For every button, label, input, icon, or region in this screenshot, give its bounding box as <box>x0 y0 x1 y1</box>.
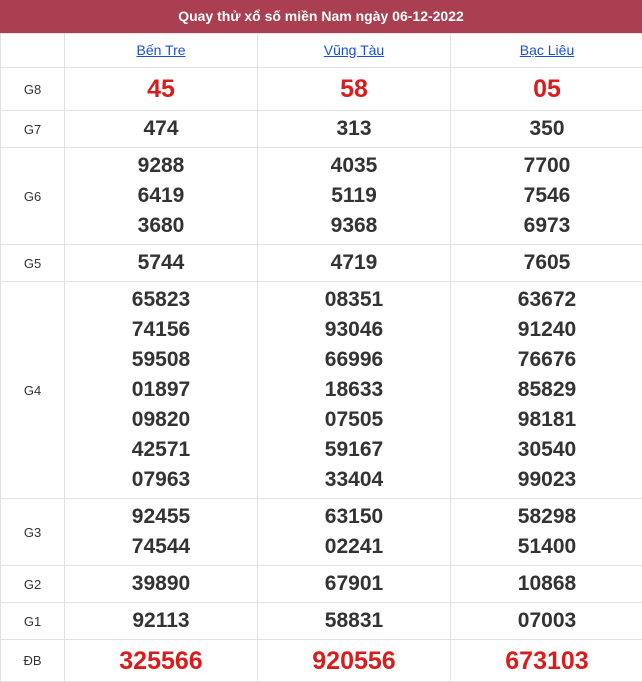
prize-number: 51400 <box>451 532 642 562</box>
prize-row-g4 <box>1 282 642 499</box>
prize-number: 93046 <box>258 315 450 345</box>
prize-row-g6 <box>1 148 642 245</box>
prize-number: 02241 <box>258 532 450 562</box>
page-title: Quay thử xổ số miền Nam ngày 06-12-2022 <box>0 0 642 33</box>
prize-number: 59508 <box>65 345 257 375</box>
province-link-bac-lieu[interactable]: Bạc Liêu <box>520 42 574 58</box>
prize-number: 92455 <box>65 502 257 532</box>
prize-number: 313 <box>258 114 450 144</box>
prize-number: 5744 <box>65 248 257 278</box>
province-link-ben-tre[interactable]: Bến Tre <box>136 42 185 58</box>
prize-number: 09820 <box>65 405 257 435</box>
prize-number: 59167 <box>258 435 450 465</box>
prize-cell <box>451 282 642 499</box>
province-header-ben-tre <box>65 34 258 68</box>
prize-number: 92113 <box>65 606 257 636</box>
prize-cell <box>451 68 642 111</box>
prize-number: 76676 <box>451 345 642 375</box>
prize-label: G5 <box>1 245 65 282</box>
prize-number: 9288 <box>65 151 257 181</box>
prize-number: 7546 <box>451 181 642 211</box>
prize-number: 4035 <box>258 151 450 181</box>
prize-cell <box>451 603 642 640</box>
prize-number: 30540 <box>451 435 642 465</box>
prize-cell <box>451 499 642 566</box>
prize-number: 474 <box>65 114 257 144</box>
prize-number: 74544 <box>65 532 257 562</box>
prize-number: 85829 <box>451 375 642 405</box>
prize-number: 4719 <box>258 248 450 278</box>
prize-row-đb <box>1 640 642 682</box>
prize-label: G4 <box>1 282 65 499</box>
prize-number: 63150 <box>258 502 450 532</box>
prize-cell <box>65 245 258 282</box>
prize-cell <box>258 148 451 245</box>
prize-number: 33404 <box>258 465 450 495</box>
prize-number: 05 <box>451 71 642 107</box>
prize-number: 45 <box>65 71 257 107</box>
prize-row-g3 <box>1 499 642 566</box>
prize-cell <box>451 245 642 282</box>
prize-label: G7 <box>1 111 65 148</box>
prize-number: 7700 <box>451 151 642 181</box>
prize-cell <box>258 111 451 148</box>
prize-number: 07505 <box>258 405 450 435</box>
prize-number: 98181 <box>451 405 642 435</box>
prize-cell <box>451 111 642 148</box>
prize-number: 18633 <box>258 375 450 405</box>
prize-cell <box>451 566 642 603</box>
prize-number: 673103 <box>451 643 642 679</box>
prize-number: 58298 <box>451 502 642 532</box>
prize-number: 63672 <box>451 285 642 315</box>
prize-number: 07963 <box>65 465 257 495</box>
province-link-vung-tau[interactable]: Vũng Tàu <box>324 42 384 58</box>
prize-cell <box>258 499 451 566</box>
province-header-vung-tau <box>258 34 451 68</box>
prize-cell <box>65 499 258 566</box>
prize-number: 39890 <box>65 569 257 599</box>
prize-number: 07003 <box>451 606 642 636</box>
province-header-bac-lieu <box>451 34 642 68</box>
prize-row-g2 <box>1 566 642 603</box>
prize-cell <box>65 68 258 111</box>
prize-cell <box>258 282 451 499</box>
prize-cell <box>258 68 451 111</box>
prize-number: 01897 <box>65 375 257 405</box>
prize-label: G2 <box>1 566 65 603</box>
prize-number: 58831 <box>258 606 450 636</box>
prize-number: 66996 <box>258 345 450 375</box>
prize-cell <box>65 640 258 682</box>
prize-cell <box>451 148 642 245</box>
prize-cell <box>451 640 642 682</box>
prize-row-g7 <box>1 111 642 148</box>
prize-label: G3 <box>1 499 65 566</box>
prize-number: 42571 <box>65 435 257 465</box>
prize-number: 74156 <box>65 315 257 345</box>
prize-cell <box>258 245 451 282</box>
prize-cell <box>65 282 258 499</box>
prize-cell <box>258 566 451 603</box>
prize-label: ĐB <box>1 640 65 682</box>
prize-cell <box>65 603 258 640</box>
prize-cell <box>65 148 258 245</box>
prize-cell <box>65 566 258 603</box>
prize-row-g8 <box>1 68 642 111</box>
prize-cell <box>258 640 451 682</box>
prize-number: 7605 <box>451 248 642 278</box>
prize-number: 920556 <box>258 643 450 679</box>
prize-number: 6419 <box>65 181 257 211</box>
prize-number: 99023 <box>451 465 642 495</box>
prize-cell <box>258 603 451 640</box>
prize-number: 67901 <box>258 569 450 599</box>
prize-number: 5119 <box>258 181 450 211</box>
prize-number: 10868 <box>451 569 642 599</box>
prize-number: 350 <box>451 114 642 144</box>
prize-number: 6973 <box>451 211 642 241</box>
prize-number: 65823 <box>65 285 257 315</box>
prize-label: G6 <box>1 148 65 245</box>
results-table <box>0 33 642 682</box>
prize-label: G8 <box>1 68 65 111</box>
prize-number: 9368 <box>258 211 450 241</box>
province-header-row <box>1 34 642 68</box>
prize-cell <box>65 111 258 148</box>
prize-label: G1 <box>1 603 65 640</box>
prize-number: 58 <box>258 71 450 107</box>
prize-number: 08351 <box>258 285 450 315</box>
prize-number: 325566 <box>65 643 257 679</box>
prize-row-g1 <box>1 603 642 640</box>
prize-number: 3680 <box>65 211 257 241</box>
prize-number: 91240 <box>451 315 642 345</box>
prize-row-g5 <box>1 245 642 282</box>
corner-cell <box>1 34 65 68</box>
